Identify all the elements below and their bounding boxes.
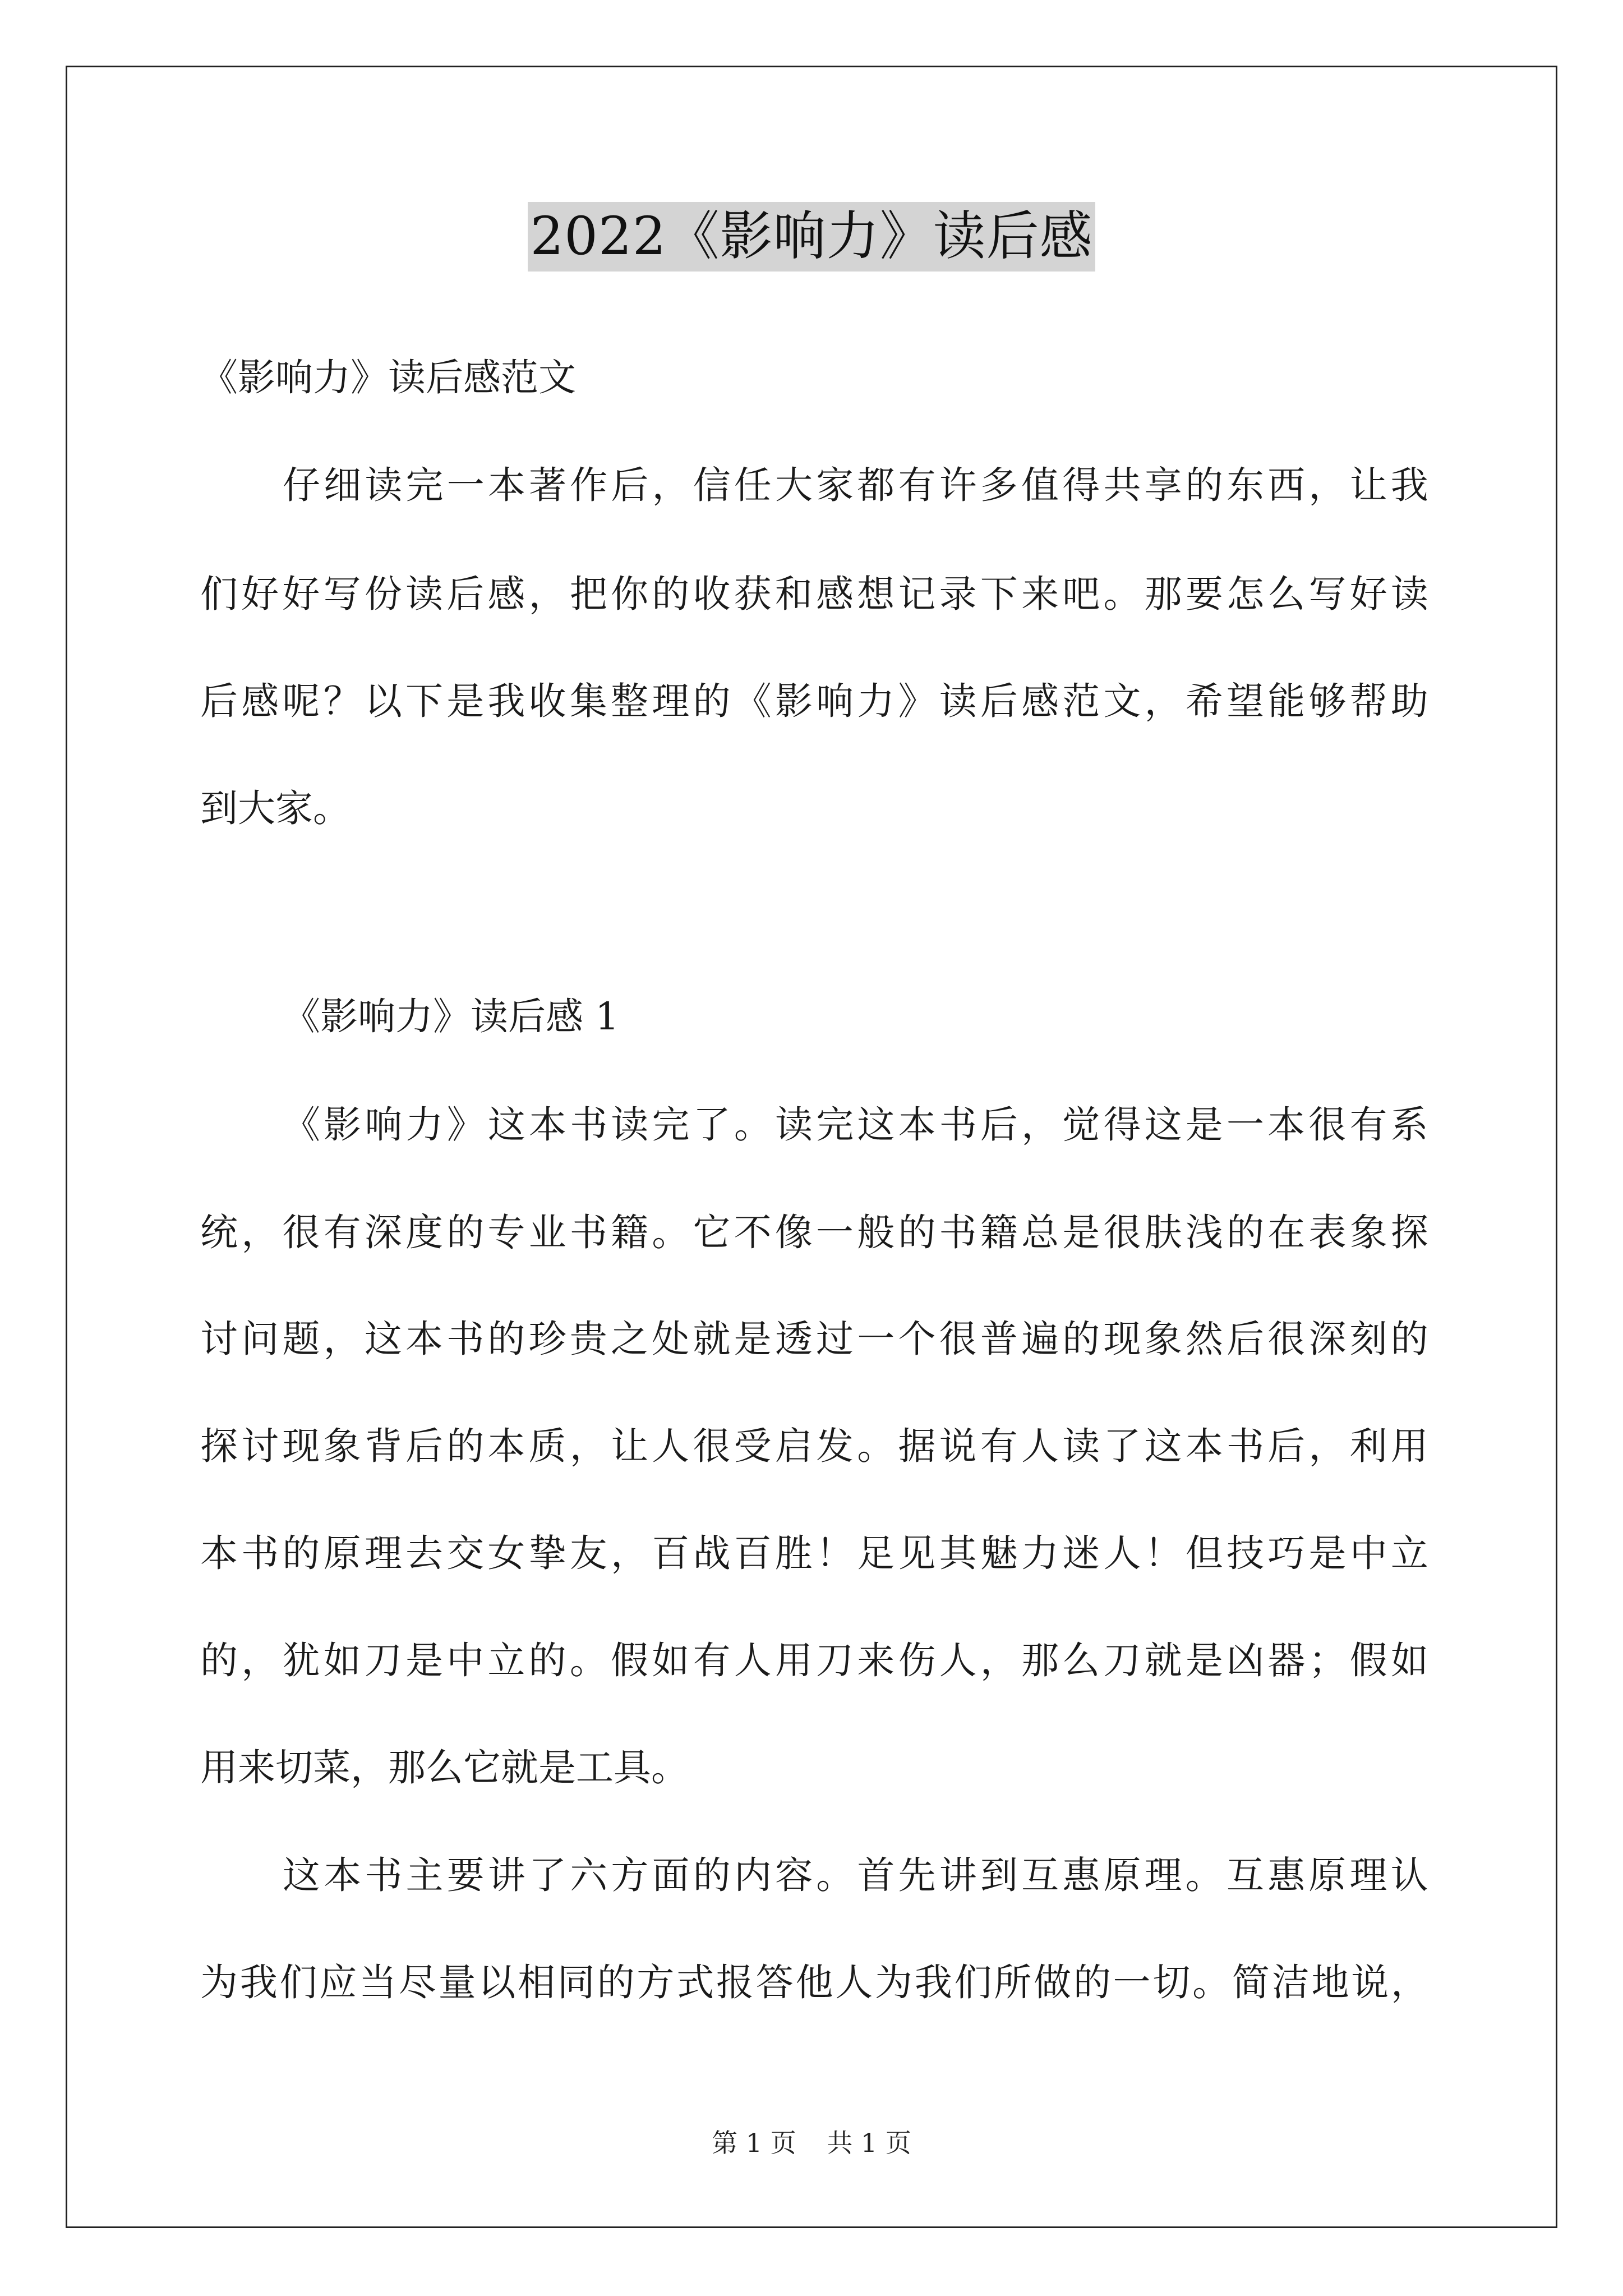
section-heading: 《影响力》读后感 1 (283, 995, 619, 1038)
intro-line-3: 后 感 呢 ？ 以 下 是 我 收 集 整 理 的 《 影 响 力 》 读 后 感 范 文 ， 希 望 能 够 帮 助 (200, 676, 1428, 726)
p2-line-1: 这 本 书 主 要 讲 了 六 方 面 的 内 容 。 首 先 讲 到 互 惠 原 理 。 互 惠 原 理 认 (283, 1850, 1428, 1901)
p1-line-4: 探 讨 现 象 背 后 的 本 质 ， 让 人 很 受 启 发 。 据 说 有 人 读 了 这 本 书 后 ， 利 用 (200, 1421, 1428, 1471)
intro-line-2: 们 好 好 写 份 读 后 感 ， 把 你 的 收 获 和 感 想 记 录 下 来 吧 。 那 要 怎 么 写 好 读 (200, 569, 1428, 619)
p1-line-2: 统 ， 很 有 深 度 的 专 业 书 籍 。 它 不 像 一 般 的 书 籍 总 是 很 肤 浅 的 在 表 象 探 (200, 1207, 1428, 1258)
document-subtitle: 《影响力》读后感范文 (200, 356, 576, 399)
title-container (0, 202, 1623, 272)
p1-line-7: 用来切菜，那么它就是工具。 (200, 1746, 689, 1789)
intro-line-4: 到大家。 (200, 786, 351, 830)
page-number: 第 1 页 (712, 2128, 796, 2158)
p1-line-5: 本 书 的 原 理 去 交 女 挚 友 ， 百 战 百 胜 ！ 足 见 其 魅 力 迷 人 ！ 但 技 巧 是 中 立 (200, 1528, 1428, 1579)
page-total: 共 1 页 (827, 2128, 911, 2158)
intro-line-1: 仔 细 读 完 一 本 著 作 后 ， 信 任 大 家 都 有 许 多 值 得 共 享 的 东 西 ， 让 我 (283, 460, 1428, 510)
page-footer (0, 2126, 1623, 2160)
p2-line-2: 为 我 们 应 当 尽 量 以 相 同 的 方 式 报 答 他 人 为 我 们 所 做 的 一 切 。 简 洁 地 说 ， (200, 1957, 1428, 2008)
p1-line-1: 《 影 响 力 》 这 本 书 读 完 了 。 读 完 这 本 书 后 ， 觉 得 这 是 一 本 很 有 系 (283, 1099, 1428, 1150)
document-title: 2022《影响力》读后感 (528, 202, 1095, 272)
p1-line-3: 讨 问 题 ， 这 本 书 的 珍 贵 之 处 就 是 透 过 一 个 很 普 遍 的 现 象 然 后 很 深 刻 的 (200, 1314, 1428, 1364)
p1-line-6: 的 ， 犹 如 刀 是 中 立 的 。 假 如 有 人 用 刀 来 伤 人 ， 那 么 刀 就 是 凶 器 ； 假 如 (200, 1635, 1428, 1686)
